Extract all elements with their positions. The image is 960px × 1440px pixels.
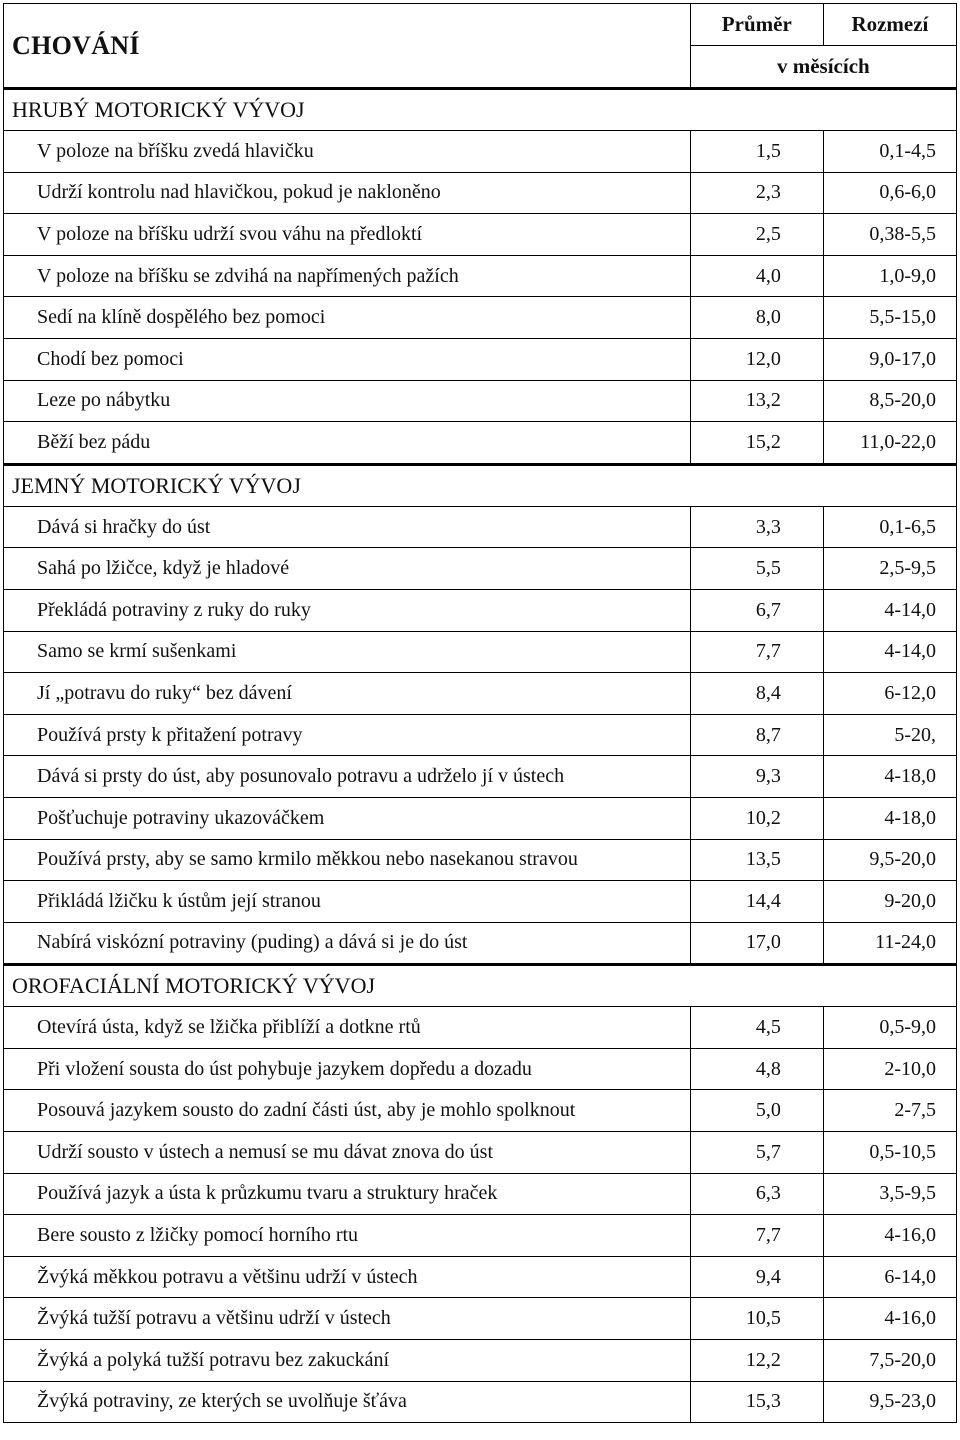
behavior-cell: Pošťuchuje potraviny ukazováčkem	[4, 797, 691, 839]
mean-cell: 8,0	[690, 297, 823, 339]
behavior-cell: Žvýká tužší potravu a většinu udrží v ústech	[4, 1298, 691, 1340]
table-row	[4, 255, 957, 297]
range-cell: 9,5-20,0	[823, 839, 956, 881]
behavior-cell: Sahá po lžičce, když je hladové	[4, 548, 691, 590]
mean-cell: 4,5	[690, 1007, 823, 1049]
table-row	[4, 297, 957, 339]
table-row	[4, 714, 957, 756]
mean-cell: 1,5	[690, 131, 823, 173]
table-row	[4, 589, 957, 631]
behavior-cell: Udrží kontrolu nad hlavičkou, pokud je nakloněno	[4, 172, 691, 214]
mean-cell: 17,0	[690, 922, 823, 965]
table-row	[4, 1132, 957, 1174]
behavior-cell: Nabírá viskózní potraviny (puding) a dává si je do úst	[4, 922, 691, 965]
behavior-cell: Dává si hračky do úst	[4, 506, 691, 548]
table-row	[4, 548, 957, 590]
range-cell: 4-16,0	[823, 1298, 956, 1340]
range-cell: 11,0-22,0	[823, 422, 956, 465]
range-cell: 4-18,0	[823, 797, 956, 839]
range-cell: 8,5-20,0	[823, 380, 956, 422]
mean-cell: 10,2	[690, 797, 823, 839]
mean-cell: 4,0	[690, 255, 823, 297]
behavior-cell: V poloze na bříšku se zdvihá na napřímených pažích	[4, 255, 691, 297]
behavior-cell: Žvýká a polyká tužší potravu bez zakuckání	[4, 1340, 691, 1382]
mean-cell: 15,3	[690, 1381, 823, 1423]
mean-cell: 2,3	[690, 172, 823, 214]
section-header-row	[4, 965, 957, 1007]
table-row	[4, 131, 957, 173]
behavior-cell: Žvýká měkkou potravu a většinu udrží v ústech	[4, 1256, 691, 1298]
table-row	[4, 1007, 957, 1049]
range-cell: 7,5-20,0	[823, 1340, 956, 1382]
mean-cell: 3,3	[690, 506, 823, 548]
behavior-cell: Samo se krmí sušenkami	[4, 631, 691, 673]
mean-cell: 8,4	[690, 673, 823, 715]
section-title: JEMNÝ MOTORICKÝ VÝVOJ	[4, 464, 957, 506]
table-row	[4, 422, 957, 465]
section-header-row	[4, 464, 957, 506]
behavior-cell: Sedí na klíně dospělého bez pomoci	[4, 297, 691, 339]
range-cell: 0,38-5,5	[823, 214, 956, 256]
table-row	[4, 1340, 957, 1382]
mean-cell: 13,5	[690, 839, 823, 881]
range-cell: 6-14,0	[823, 1256, 956, 1298]
range-cell: 6-12,0	[823, 673, 956, 715]
table-row	[4, 1173, 957, 1215]
table-row	[4, 881, 957, 923]
table-row	[4, 631, 957, 673]
behavior-cell: Dává si prsty do úst, aby posunovalo potravu a udrželo jí v ústech	[4, 756, 691, 798]
range-cell: 9,0-17,0	[823, 338, 956, 380]
column-unit-label: v měsících	[690, 46, 956, 89]
mean-cell: 15,2	[690, 422, 823, 465]
range-cell: 4-14,0	[823, 631, 956, 673]
table-row	[4, 214, 957, 256]
behavior-cell: Používá prsty k přitažení potravy	[4, 714, 691, 756]
range-cell: 0,5-9,0	[823, 1007, 956, 1049]
behavior-cell: Žvýká potraviny, ze kterých se uvolňuje šťáva	[4, 1381, 691, 1423]
section-header-row	[4, 89, 957, 131]
behavior-cell: Leze po nábytku	[4, 380, 691, 422]
mean-cell: 7,7	[690, 631, 823, 673]
range-cell: 9,5-23,0	[823, 1381, 956, 1423]
behavior-cell: Přikládá lžičku k ústům její stranou	[4, 881, 691, 923]
range-cell: 4-16,0	[823, 1215, 956, 1257]
column-header-range: Rozmezí	[823, 4, 956, 46]
table-row	[4, 1090, 957, 1132]
range-cell: 9-20,0	[823, 881, 956, 923]
table-row	[4, 797, 957, 839]
table-row	[4, 506, 957, 548]
table-row	[4, 338, 957, 380]
range-cell: 5-20,	[823, 714, 956, 756]
behavior-cell: V poloze na bříšku zvedá hlavičku	[4, 131, 691, 173]
table-row	[4, 1298, 957, 1340]
behavior-cell: V poloze na bříšku udrží svou váhu na předloktí	[4, 214, 691, 256]
table-row	[4, 922, 957, 965]
behavior-cell: Používá prsty, aby se samo krmilo měkkou nebo nasekanou stravou	[4, 839, 691, 881]
range-cell: 5,5-15,0	[823, 297, 956, 339]
behavior-cell: Jí „potravu do ruky“ bez dávení	[4, 673, 691, 715]
mean-cell: 4,8	[690, 1048, 823, 1090]
table-row	[4, 839, 957, 881]
behavior-cell: Bere sousto z lžičky pomocí horního rtu	[4, 1215, 691, 1257]
mean-cell: 5,5	[690, 548, 823, 590]
table-row	[4, 756, 957, 798]
mean-cell: 13,2	[690, 380, 823, 422]
mean-cell: 12,0	[690, 338, 823, 380]
behavior-cell: Chodí bez pomoci	[4, 338, 691, 380]
table-row	[4, 1048, 957, 1090]
table-row	[4, 172, 957, 214]
mean-cell: 6,3	[690, 1173, 823, 1215]
range-cell: 0,5-10,5	[823, 1132, 956, 1174]
table-row	[4, 1215, 957, 1257]
range-cell: 0,1-4,5	[823, 131, 956, 173]
behavior-cell: Otevírá ústa, když se lžička přiblíží a dotkne rtů	[4, 1007, 691, 1049]
range-cell: 2,5-9,5	[823, 548, 956, 590]
behavior-cell: Překládá potraviny z ruky do ruky	[4, 589, 691, 631]
table-row	[4, 673, 957, 715]
behavior-cell: Používá jazyk a ústa k průzkumu tvaru a struktury hraček	[4, 1173, 691, 1215]
table-body	[4, 89, 957, 1423]
range-cell: 0,6-6,0	[823, 172, 956, 214]
behavior-cell: Při vložení sousta do úst pohybuje jazykem dopředu a dozadu	[4, 1048, 691, 1090]
mean-cell: 10,5	[690, 1298, 823, 1340]
table-row	[4, 1381, 957, 1423]
mean-cell: 6,7	[690, 589, 823, 631]
range-cell: 2-7,5	[823, 1090, 956, 1132]
behavior-cell: Posouvá jazykem sousto do zadní části úst, aby je mohlo spolknout	[4, 1090, 691, 1132]
section-title: HRUBÝ MOTORICKÝ VÝVOJ	[4, 89, 957, 131]
mean-cell: 5,7	[690, 1132, 823, 1174]
development-table	[3, 3, 957, 1423]
range-cell: 3,5-9,5	[823, 1173, 956, 1215]
behavior-cell: Běží bez pádu	[4, 422, 691, 465]
section-title: OROFACIÁLNÍ MOTORICKÝ VÝVOJ	[4, 965, 957, 1007]
range-cell: 4-18,0	[823, 756, 956, 798]
table-row	[4, 1256, 957, 1298]
table-header-row	[4, 4, 957, 46]
range-cell: 4-14,0	[823, 589, 956, 631]
table-title: CHOVÁNÍ	[4, 4, 691, 89]
range-cell: 1,0-9,0	[823, 255, 956, 297]
behavior-cell: Udrží sousto v ústech a nemusí se mu dávat znova do úst	[4, 1132, 691, 1174]
mean-cell: 9,4	[690, 1256, 823, 1298]
mean-cell: 2,5	[690, 214, 823, 256]
mean-cell: 7,7	[690, 1215, 823, 1257]
range-cell: 0,1-6,5	[823, 506, 956, 548]
mean-cell: 9,3	[690, 756, 823, 798]
table-row	[4, 380, 957, 422]
range-cell: 2-10,0	[823, 1048, 956, 1090]
mean-cell: 5,0	[690, 1090, 823, 1132]
mean-cell: 14,4	[690, 881, 823, 923]
mean-cell: 12,2	[690, 1340, 823, 1382]
mean-cell: 8,7	[690, 714, 823, 756]
column-header-mean: Průměr	[690, 4, 823, 46]
range-cell: 11-24,0	[823, 922, 956, 965]
